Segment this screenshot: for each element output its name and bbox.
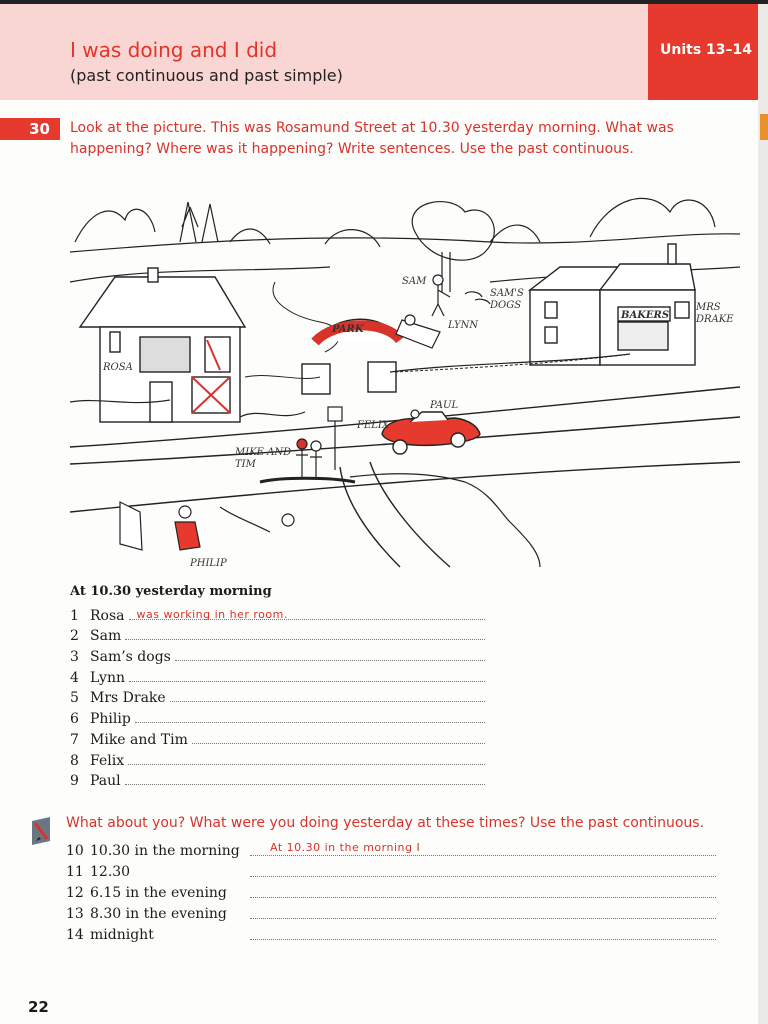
item-number: 12 [66,885,84,901]
label-lynn: LYNN [448,320,479,331]
list-item [70,686,485,707]
bakers-building [530,244,695,365]
item-number: 4 [70,669,79,686]
list-item [70,706,485,727]
item-number: 5 [70,690,79,707]
label-sams-dogs: SAM'S [490,288,524,299]
item-number: 6 [70,711,79,728]
label-sams-dogs-2: DOGS [490,300,522,311]
list-item [70,644,485,665]
time-item [66,841,716,862]
label-philip: PHILIP [190,558,227,569]
street-illustration [70,172,740,572]
answer-line[interactable] [250,855,716,856]
label-bakers: BAKERS [621,310,670,321]
exercise-instructions: Look at the picture. This was Rosamund Street at 10.30 yesterday morning. What was happening? Where was it happening? Write sentences. Use the past continuous. [70,120,674,157]
item-name: Lynn [90,669,125,686]
rosa-house [80,268,245,422]
answer-line[interactable] [250,897,716,898]
time-item [66,925,716,946]
page-subtitle: (past continuous and past simple) [70,66,343,85]
item-number: 11 [66,864,84,880]
time-item [66,904,716,925]
philip-figure [120,502,294,550]
time-label: 12.30 [90,864,131,880]
label-felix: FELIX [357,420,389,431]
answer-line[interactable] [125,770,485,785]
item-name: Paul [90,773,121,790]
label-rosa: ROSA [103,362,133,373]
lynn-figure [396,315,440,348]
answer-line[interactable] [128,750,485,765]
item-name: Sam’s dogs [90,649,171,666]
item-name: Mike and Tim [90,731,188,748]
answer-text: was working in her room. [136,607,288,621]
paul-car [382,412,480,454]
time-label: 10.30 in the morning [90,843,240,859]
answer-line[interactable] [129,667,485,682]
item-number: 3 [70,649,79,666]
list-item [70,727,485,748]
mike-and-tim [296,439,322,477]
time-list [66,841,716,946]
units-tab [648,4,758,100]
pencil-icon [30,815,52,847]
label-mike-and-tim-2: TIM [235,459,256,470]
answer-line[interactable] [250,876,716,877]
item-name: Philip [90,711,131,728]
list-item [70,769,485,790]
answer-line[interactable] [125,625,485,640]
page-number: 22 [28,998,49,1016]
item-number: 10 [66,843,84,859]
time-label: 8.30 in the evening [90,906,227,922]
exercise-number [0,118,60,140]
sentence-list [70,603,485,789]
item-number: 8 [70,752,79,769]
list-item [70,665,485,686]
exercise-number-label: 30 [29,120,50,138]
answer-line[interactable] [250,939,716,940]
page-title: I was doing and I did [70,38,278,62]
list-item [70,624,485,645]
label-mrs-drake: MRS [696,302,721,313]
answer-line[interactable] [250,918,716,919]
item-name: Mrs Drake [90,690,166,707]
list-item [70,603,485,624]
answer-line[interactable] [129,605,485,620]
time-label: 6.15 in the evening [90,885,227,901]
label-mrs-drake-2: DRAKE [696,314,734,325]
label-paul: PAUL [430,400,459,411]
item-name: Rosa [90,607,125,624]
item-name: Sam [90,628,122,645]
personal-question: What about you? What were you doing yesterday at these times? Use the past continuous. [66,815,705,831]
edge-tab [760,114,768,140]
label-sam: SAM [402,276,427,287]
item-number: 7 [70,731,79,748]
units-label: Units 13–14 [660,42,752,58]
answer-line[interactable] [192,729,485,744]
answer-line[interactable] [135,708,485,723]
time-item [66,883,716,904]
answer-text: At 10.30 in the morning I [270,841,421,854]
time-label: midnight [90,927,154,943]
list-heading: At 10.30 yesterday morning [70,584,272,599]
list-item [70,748,485,769]
item-number: 1 [70,607,79,624]
answer-line[interactable] [175,646,485,661]
sam-figure [432,275,490,316]
answer-line[interactable] [170,687,485,702]
item-number: 2 [70,628,79,645]
label-park: PARK [332,324,364,335]
label-mike-and-tim: MIKE AND [235,447,292,458]
page-edge [758,4,768,1024]
item-name: Felix [90,752,125,769]
item-number: 9 [70,773,79,790]
item-number: 14 [66,927,84,943]
time-item [66,862,716,883]
item-number: 13 [66,906,84,922]
